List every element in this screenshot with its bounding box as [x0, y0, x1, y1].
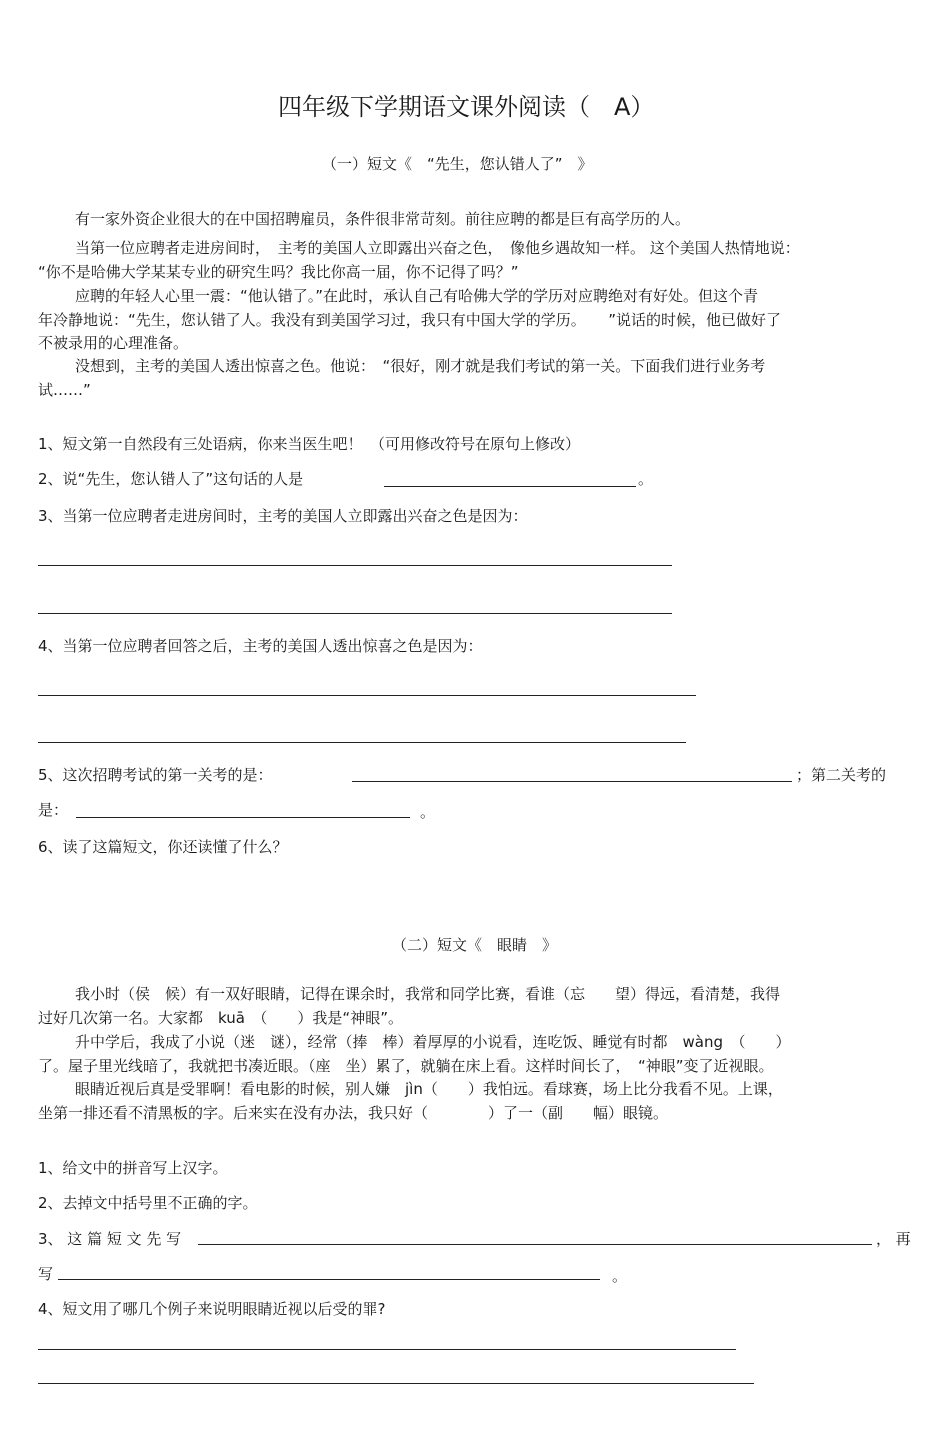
answer-line-q4-2[interactable]	[38, 742, 686, 743]
s1-paragraph-4-line2: 试……”	[38, 381, 91, 399]
s2-paragraph-1-line2: 过好几次第一名。大家都 kuā （ ）我是“神眼”。	[38, 1009, 403, 1027]
s2-paragraph-3-line1: 眼睛近视后真是受罪啊！看电影的时候，别人嫌 jìn（ ）我怕远。看球赛，场上比分我看不见。上课，	[75, 1080, 783, 1098]
answer-line-q3-2[interactable]	[38, 613, 672, 614]
s1-paragraph-3-line2: 年冷静地说：“先生，您认错了人。我没有到美国学习过，我只有中国大学的学历。 ”说话的时候，他已做好了	[38, 311, 782, 329]
section1-heading: （一）短文《 “先生，您认错人了” 》	[322, 155, 593, 173]
s2-paragraph-2-line1: 升中学后，我成了小说（迷 谜），经常（捧 棒）着厚厚的小说看，连吃饭、睡觉有时都 wàng （ ）	[75, 1033, 791, 1051]
s1-question-3: 3、当第一位应聘者走进房间时，主考的美国人立即露出兴奋之色是因为：	[38, 507, 528, 525]
s1-question-2-end: 。	[638, 470, 654, 488]
answer-line-s2-q3-1[interactable]	[198, 1244, 872, 1245]
answer-line-s2-q4-1[interactable]	[38, 1349, 736, 1350]
s1-paragraph-4-line1: 没想到，主考的美国人透出惊喜之色。他说： “很好，刚才就是我们考试的第一关。下面我们进行业务考	[75, 357, 766, 375]
s1-question-5-part1: 5、这次招聘考试的第一关考的是：	[38, 766, 273, 784]
s2-question-2: 2、去掉文中括号里不正确的字。	[38, 1194, 258, 1212]
s2-question-1: 1、给文中的拼音写上汉字。	[38, 1159, 228, 1177]
s1-question-6: 6、读了这篇短文，你还读懂了什么？	[38, 838, 288, 856]
s2-paragraph-1-line1: 我小时（侯 候）有一双好眼睛，记得在课余时，我常和同学比赛，看谁（忘 望）得远，看清楚，我得	[75, 985, 781, 1003]
answer-line-q2[interactable]	[384, 486, 636, 487]
s2-question-3-end: 。	[612, 1267, 628, 1285]
s2-question-3-part3: 写	[38, 1265, 54, 1283]
answer-line-s2-q3-2[interactable]	[58, 1279, 600, 1280]
answer-line-q4-1[interactable]	[38, 695, 696, 696]
s1-question-2: 2、说“先生，您认错人了”这句话的人是	[38, 470, 304, 488]
s1-paragraph-1: 有一家外资企业很大的在中国招聘雇员，条件很非常苛刻。前往应聘的都是巨有高学历的人。	[75, 210, 691, 228]
answer-line-q3-1[interactable]	[38, 565, 672, 566]
s1-question-1: 1、短文第一自然段有三处语病，你来当医生吧！ （可用修改符号在原句上修改）	[38, 435, 581, 453]
s2-question-3-part1: 3、 这 篇 短 文 先 写	[38, 1230, 182, 1248]
s1-question-5-end: 。	[420, 803, 436, 821]
s2-paragraph-3-line2: 坐第一排还看不清黑板的字。后来实在没有办法，我只好（ ）了一（副 幅）眼镜。	[38, 1104, 669, 1122]
s2-question-3-part2: ， 再	[876, 1230, 911, 1248]
s1-paragraph-3-line1: 应聘的年轻人心里一震：“他认错了。”在此时，承认自己有哈佛大学的学历对应聘绝对有好处。但这个青	[75, 287, 759, 305]
s1-question-4: 4、当第一位应聘者回答之后，主考的美国人透出惊喜之色是因为：	[38, 637, 483, 655]
s2-question-4: 4、短文用了哪几个例子来说明眼睛近视以后受的罪?	[38, 1300, 386, 1318]
answer-line-q5-2[interactable]	[76, 817, 410, 818]
page-title: 四年级下学期语文课外阅读（ A）	[278, 93, 655, 121]
section2-heading: （二）短文《 眼睛 》	[392, 936, 558, 954]
s1-paragraph-2-line1: 当第一位应聘者走进房间时， 主考的美国人立即露出兴奋之色， 像他乡遇故知一样。 这个美国人热情地说：	[75, 239, 800, 257]
s1-question-5-part2: ；第二关考的	[796, 766, 887, 784]
answer-line-s2-q4-2[interactable]	[38, 1383, 754, 1384]
s1-paragraph-3-line3: 不被录用的心理准备。	[38, 334, 189, 352]
s1-question-5-part3: 是：	[38, 801, 69, 819]
s1-paragraph-2-line2: “你不是哈佛大学某某专业的研究生吗？我比你高一届，你不记得了吗？”	[38, 263, 519, 281]
answer-line-q5-1[interactable]	[352, 781, 792, 782]
s2-paragraph-2-line2: 了。屋子里光线暗了，我就把书凑近眼。（座 坐）累了，就躺在床上看。这样时间长了， “神眼”变了近视眼。	[38, 1057, 774, 1075]
